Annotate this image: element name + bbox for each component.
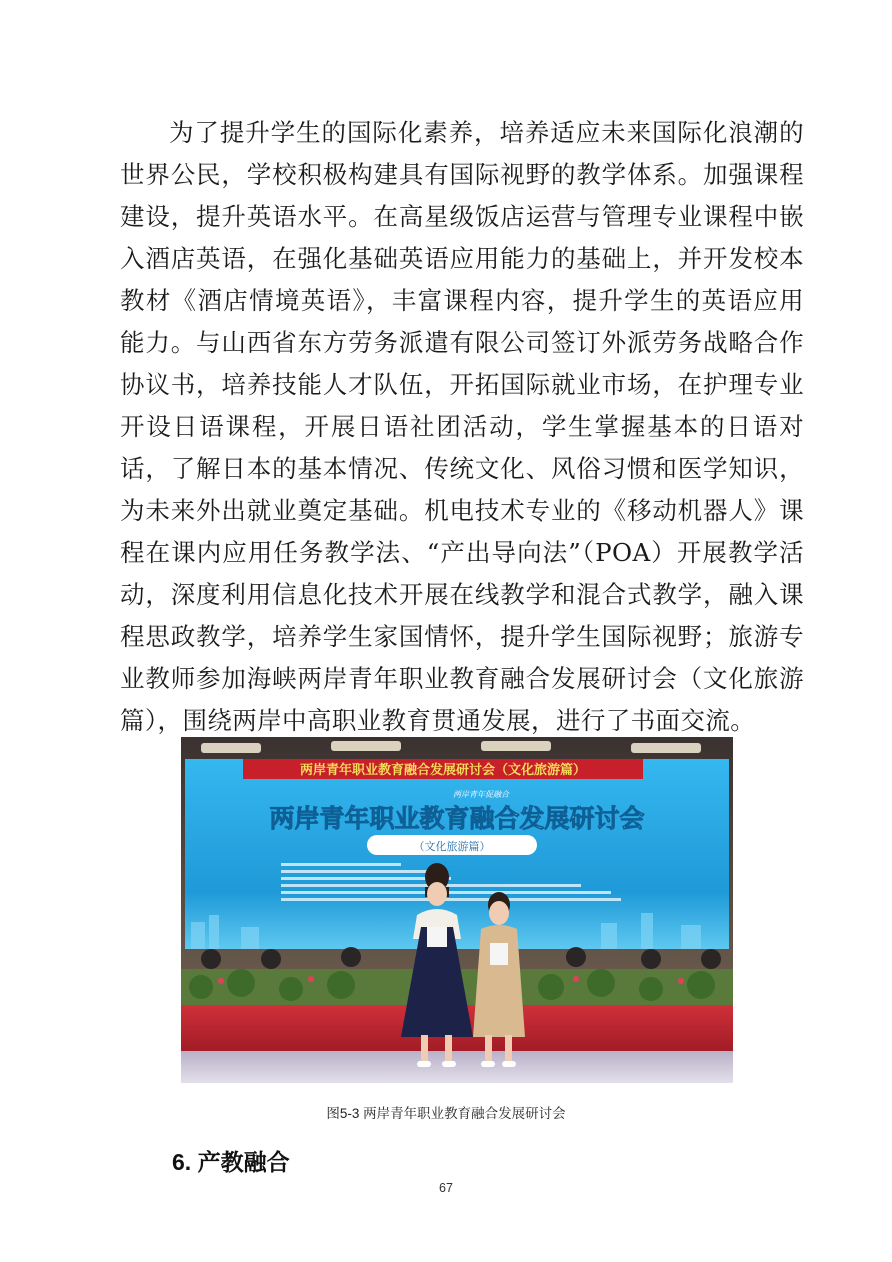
screen-title-text: 两岸青年职业教育融合发展研讨会: [269, 804, 645, 833]
banner-top-text: 两岸青年职业教育融合发展研讨会（文化旅游篇）: [299, 763, 587, 778]
slogan-text: 两岸青年促融合: [453, 790, 509, 799]
conference-photo: [181, 737, 733, 1083]
page-number: 67: [439, 1181, 453, 1195]
body-paragraph: 为了提升学生的国际化素养，培养适应未来国际化浪潮的世界公民，学校积极构建具有国际视野的教学体系。加强课程建设，提升英语水平。在高星级饭店运营与管理专业课程中嵌入酒店英语，在强化基础英语应用能力的基础上，并开发校本教材《酒店情境英语》，丰富课程内容，提升学生的英语应用能力。与山西省东方劳务派遣有限公司签订外派劳务战略合作协议书，培养技能人才队伍，开拓国际就业市场，在护理专业开设日语课程，开展日语社团活动，学生掌握基本的日语对话，了解日本的基本情况、传统文化、风俗习惯和医学知识，为未来外出就业奠定基础。机电技术专业的《移动机器人》课程在课内应用任务教学法、“产出导向法”（POA）开展教学活动，深度利用信息化技术开展在线教学和混合式教学，融入课程思政教学，培养学生家国情怀，提升学生国际视野；旅游专业教师参加海峡两岸青年职业教育融合发展研讨会（文化旅游篇），围绕两岸中高职业教育贯通发展，进行了书面交流。: [120, 118, 804, 735]
screen-subtitle-text: （文化旅游篇）: [413, 840, 491, 853]
figure-caption: 图5-3 两岸青年职业教育融合发展研讨会: [326, 1106, 566, 1121]
section-heading: 6. 产教融合: [172, 1149, 290, 1175]
